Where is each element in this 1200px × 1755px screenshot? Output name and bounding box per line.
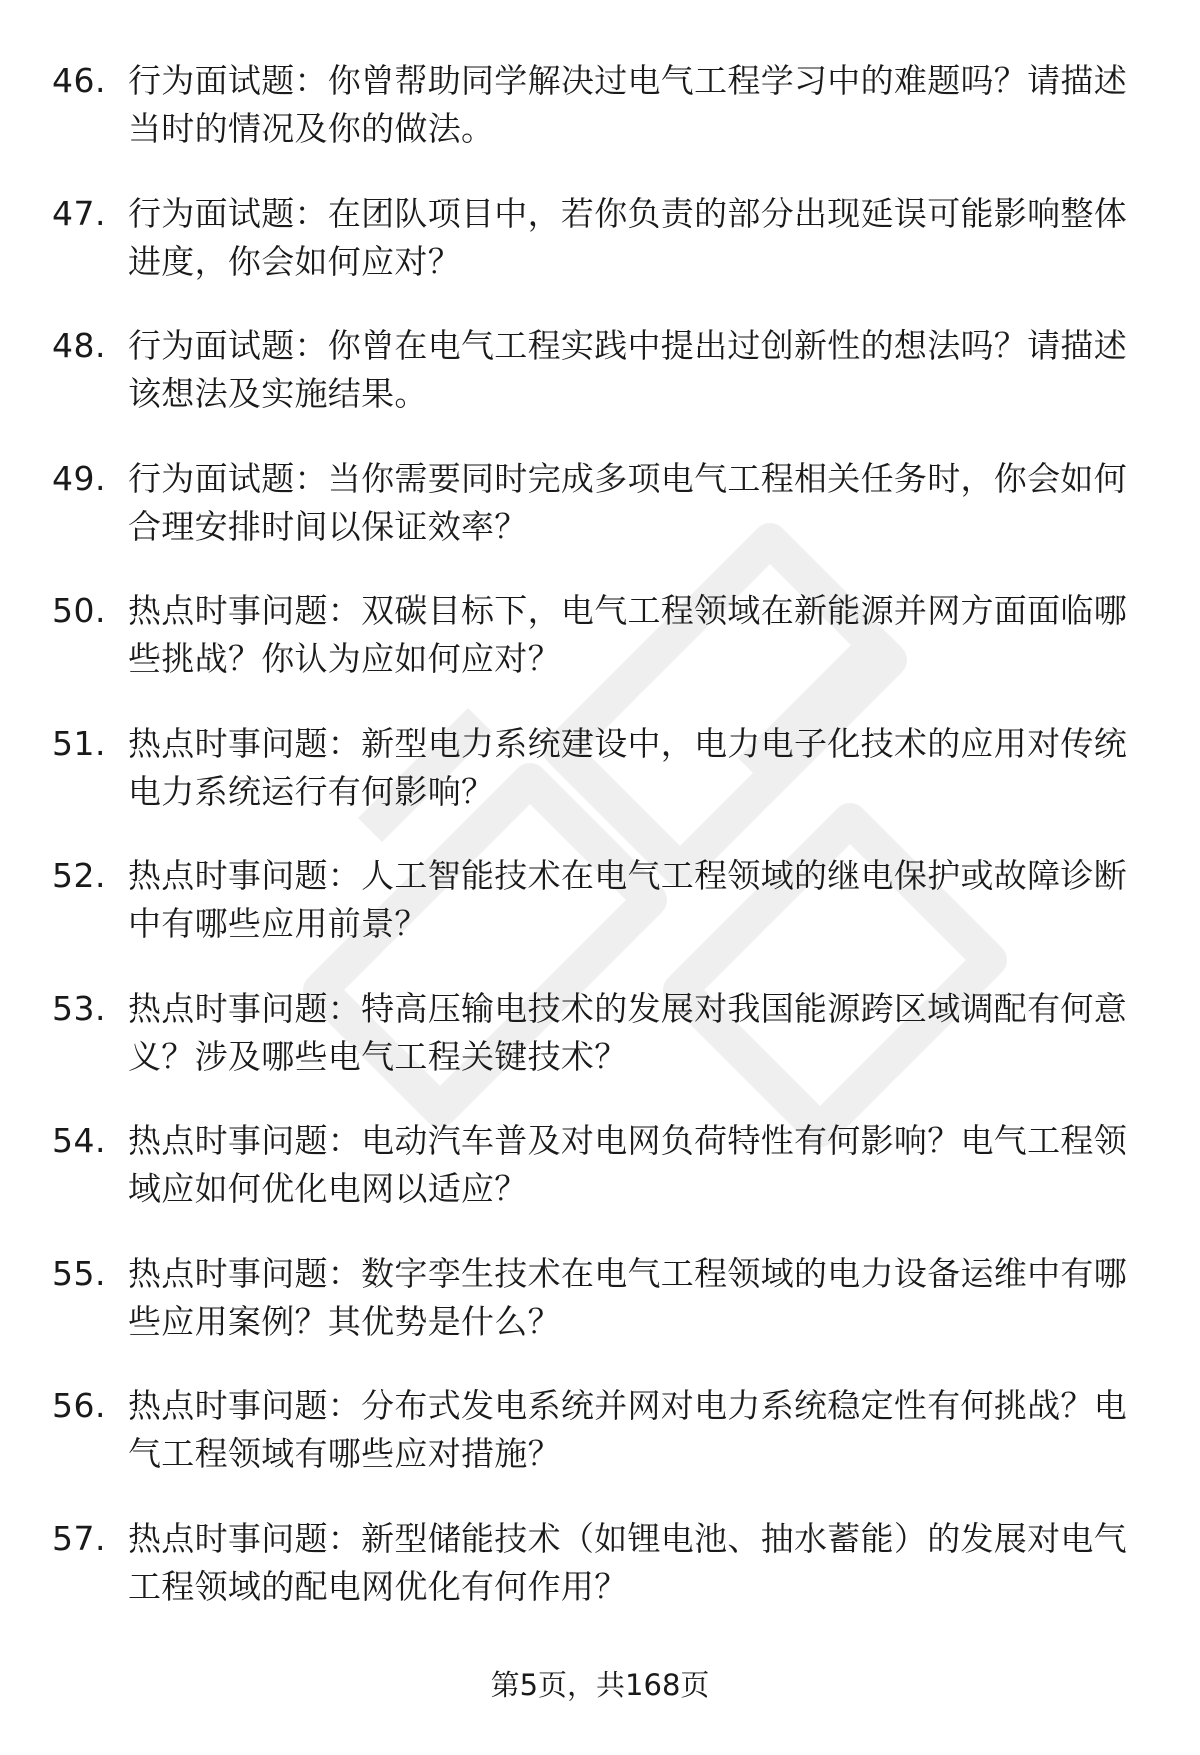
list-item: [0, 190, 1200, 323]
question-text: 热点时事问题：新型储能技术（如锂电池、抽水蓄能）的发展对电气工程领域的配电网优化有何作用？: [128, 1518, 1127, 1606]
list-item: [0, 455, 1200, 588]
question-number: 57.: [52, 1518, 106, 1558]
list-item: [0, 720, 1200, 853]
question-text: 热点时事问题：电动汽车普及对电网负荷特性有何影响？电气工程领域应如何优化电网以适应？: [128, 1121, 1127, 1208]
question-text: 行为面试题：你曾帮助同学解决过电气工程学习中的难题吗？请描述当时的情况及你的做法。: [128, 61, 1127, 148]
question-number: 47.: [52, 193, 106, 233]
question-text: 热点时事问题：数字孪生技术在电气工程领域的电力设备运维中有哪些应用案例？其优势是什么？: [128, 1253, 1127, 1341]
list-item: [0, 57, 1200, 190]
question-number: 55.: [52, 1253, 106, 1293]
question-number: 46.: [52, 61, 106, 100]
list-item: [0, 852, 1200, 985]
question-number: 49.: [52, 458, 106, 498]
question-number: 51.: [52, 723, 106, 763]
page-number-footer: 第5页，共168页: [490, 1668, 710, 1702]
list-item: [0, 1117, 1200, 1250]
question-number: 53.: [52, 988, 106, 1028]
list-item: [0, 1382, 1200, 1515]
question-number: 56.: [52, 1386, 106, 1425]
list-item: [0, 322, 1200, 455]
question-text: 行为面试题：你曾在电气工程实践中提出过创新性的想法吗？请描述该想法及实施结果。: [128, 326, 1127, 413]
question-list: [0, 57, 1200, 1647]
question-text: 行为面试题：在团队项目中，若你负责的部分出现延误可能影响整体进度，你会如何应对？: [128, 193, 1127, 281]
list-item: [0, 985, 1200, 1118]
question-number: 54.: [52, 1121, 106, 1160]
question-number: 50.: [52, 591, 106, 630]
question-text: 热点时事问题：人工智能技术在电气工程领域的继电保护或故障诊断中有哪些应用前景？: [128, 856, 1127, 943]
question-number: 52.: [52, 856, 106, 895]
question-text: 热点时事问题：新型电力系统建设中，电力电子化技术的应用对传统电力系统运行有何影响？: [128, 723, 1127, 811]
list-item: [0, 587, 1200, 720]
list-item: [0, 1515, 1200, 1648]
question-text: 热点时事问题：特高压输电技术的发展对我国能源跨区域调配有何意义？涉及哪些电气工程关键技术？: [128, 988, 1127, 1076]
question-text: 行为面试题：当你需要同时完成多项电气工程相关任务时，你会如何合理安排时间以保证效率？: [128, 458, 1127, 546]
question-text: 热点时事问题：分布式发电系统并网对电力系统稳定性有何挑战？电气工程领域有哪些应对措施？: [128, 1386, 1127, 1473]
list-item: [0, 1250, 1200, 1383]
question-number: 48.: [52, 326, 106, 365]
question-text: 热点时事问题：双碳目标下，电气工程领域在新能源并网方面面临哪些挑战？你认为应如何应对？: [128, 591, 1127, 678]
